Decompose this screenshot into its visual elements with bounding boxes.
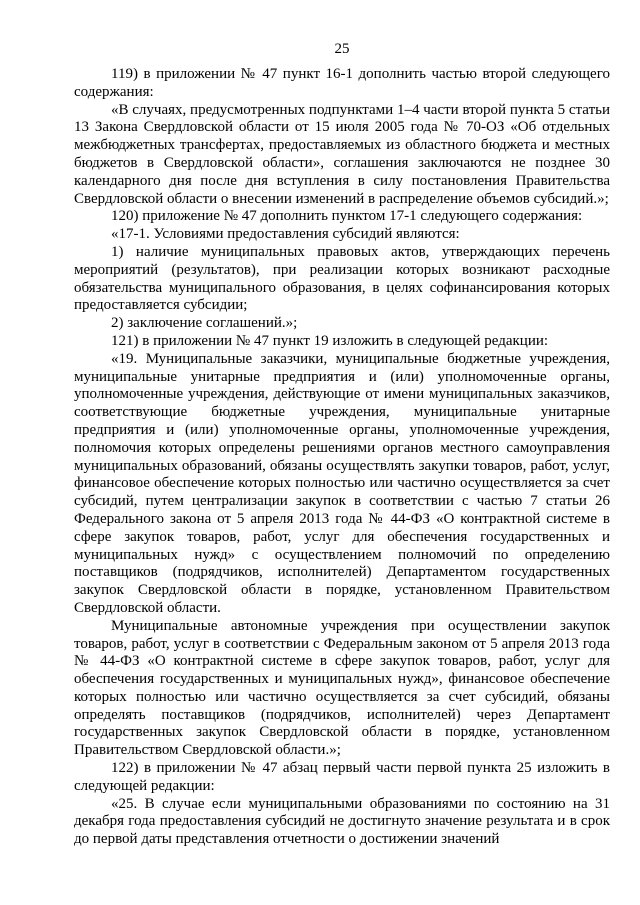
paragraph-17-1-item-2: 2) заключение соглашений.»; [111, 315, 298, 332]
paragraph-25: «25. В случае если муниципальными образованиями по состоянию на 31 декабря года предоставления субсидий не достигнуто значение результата и в срок до первой даты представления отчетности о достижении значений [74, 795, 610, 848]
document-page [74, 40, 610, 849]
paragraph-19-part-1: «19. Муниципальные заказчики, муниципальные бюджетные учреждения, муниципальные унитарные предприятия и (или) уполномоченные органы, уполномоченные учреждения, действующие от имени муниципальных заказчиков, соответствующие бюджетные учреждения, муниципальные унитарные предприятия и (или) уполномоченные органы, уполномоченные учреждения, полномочия которых определены решениями органов местного самоуправления муниципальных образований, обязаны осуществлять закупки товаров, работ, услуг, финансовое обеспечение которых полностью или частично осуществляется за счет субсидий, путем централизации закупок в соответствии с частью 7 статьи 26 Федерального закона от 5 апреля 2013 года № 44-ФЗ «О контрактной системе в сфере закупок товаров, работ, услуг для обеспечения государственных и муниципальных нужд» с осуществлением полномочий по определению поставщиков (подрядчиков, исполнителей) Департаментом государственных закупок Свердловской области в порядке, установленном Правительством Свердловской области. [74, 350, 610, 616]
paragraph-119-quote: «В случаях, предусмотренных подпунктами 1–4 части второй пункта 5 статьи 13 Закона Свердловской области от 15 июля 2005 года № 70-ОЗ «Об отдельных межбюджетных трансфертах, предоставляемых из областного бюджета и местных бюджетов в Свердловской области», соглашения заключаются не позднее 30 календарного дня после дня вступления в силу постановления Правительства Свердловской области о внесении изменений в распределение объемов субсидий.»; [74, 101, 610, 207]
paragraph-19-part-2: Муниципальные автономные учреждения при осуществлении закупок товаров, работ, услуг в соответствии с Федеральным законом от 5 апреля 2013 года № 44-ФЗ «О контрактной системе в сфере закупок товаров, работ, услуг для обеспечения государственных и муниципальных нужд», финансовое обеспечение которых полностью или частично осуществляется за счет субсидий, обязаны определять поставщиков (подрядчиков, исполнителей) через Департамент государственных закупок Свердловской области в порядке, установленном Правительством Свердловской области.»; [74, 617, 610, 759]
paragraph-17-1-item-1: 1) наличие муниципальных правовых актов, утверждающих перечень мероприятий (результатов), при реализации которых возникают расходные обязательства муниципального образования, в целях софинансирования которых предоставляется субсидии; [74, 243, 610, 314]
paragraph-120: 120) приложение № 47 дополнить пунктом 17-1 следующего содержания: [111, 208, 583, 225]
paragraph-121: 121) в приложении № 47 пункт 19 изложить в следующей редакции: [111, 332, 549, 349]
paragraph-122: 122) в приложении № 47 абзац первый части первой пункта 25 изложить в следующей редакции: [74, 760, 610, 794]
paragraph-17-1-heading: «17-1. Условиями предоставления субсидий являются: [111, 226, 460, 243]
paragraph-119: 119) в приложении № 47 пункт 16-1 дополнить частью второй следующего содержания: [74, 66, 610, 100]
page-number: 25 [334, 41, 350, 57]
